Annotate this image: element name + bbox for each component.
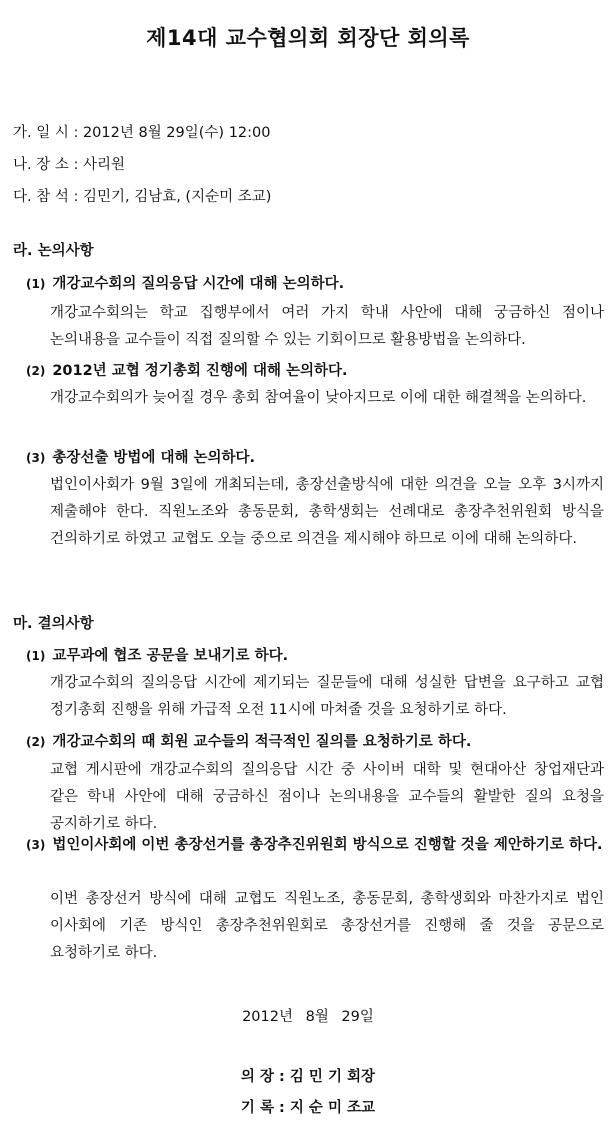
signature-recorder: 기 록 : 지 순 미 조교 [240, 1100, 376, 1116]
resolution-item-2-body: 교협 게시판에 개강교수회의 질의응답 시간 중 사이버 대학 및 현대아산 창업재단과 같은 학내 사안에 대해 궁금하신 점이나 논의내용을 교수들의 활발한 질의 요청을 공지하기로 하다. [50, 762, 604, 832]
resolution-item-1-text: 교무과에 협조 공문을 보내기로 하다. [52, 648, 289, 664]
discussion-item-3-title [26, 446, 255, 467]
resolution-item-3-title [26, 832, 606, 859]
resolution-item-2-text: 개강교수회의 때 회원 교수들의 적극적인 질의를 요청하기로 하다. [52, 734, 472, 750]
meeting-datetime: 가. 일 시 : 2012년 8월 29일(수) 12:00 [13, 125, 271, 141]
signature-chair: 의 장 : 김 민 기 회장 [240, 1069, 376, 1085]
discussion-item-2-body: 개강교수회의가 늦어질 경우 총회 참여율이 낮아지므로 이에 대한 해결책을 논의하다. [50, 390, 587, 406]
meeting-place: 나. 장 소 : 사리원 [13, 157, 125, 173]
discussion-item-1-text: 개강교수회의 질의응답 시간에 대해 논의하다. [52, 276, 345, 292]
resolution-item-1-number: (1) [26, 649, 46, 663]
discussion-item-2-title [26, 359, 348, 380]
resolution-item-3-text: 법인이사회에 이번 총장선거를 총장추진위원회 방식으로 진행할 것을 제안하기로 하다. [52, 837, 603, 853]
discussion-item-3-text: 총장선출 방법에 대해 논의하다. [52, 450, 256, 466]
resolution-item-1-body: 개강교수회의 질의응답 시간에 제기되는 질문들에 대해 성실한 답변을 요구하고 교협 정기총회 진행을 위해 가급적 오전 11시에 마쳐줄 것을 요청하기로 하다. [50, 675, 604, 718]
resolution-item-1-title [26, 644, 288, 665]
discussion-item-1-title [26, 272, 344, 293]
discussion-item-1-body: 개강교수회의는 학교 집행부에서 여러 가지 학내 사안에 대해 궁금하신 점이나 논의내용을 교수들이 직접 질의할 수 있는 기회이므로 활용방법을 논의하다. [50, 305, 604, 348]
resolution-heading: 마. 결의사항 [13, 616, 94, 632]
resolution-item-2-number: (2) [26, 735, 46, 749]
discussion-item-1-number: (1) [26, 277, 46, 291]
discussion-item-3-body: 법인이사회가 9월 3일에 개최되는데, 총장선출방식에 대한 의견을 오늘 오후 3시까지 제출해야 한다. 직원노조와 총동문회, 총학생회는 선례대로 총장추천위원회 방식을 건의하기로 하였고 교협도 오늘 중으로 의견을 제시해야 하므로 이에 대해 논의하다. [50, 477, 604, 547]
discussion-item-2-number: (2) [26, 364, 46, 378]
resolution-item-2-title [26, 730, 471, 751]
discussion-item-3-number: (3) [26, 451, 46, 465]
meeting-attendees: 다. 참 석 : 김민기, 김남효, (지순미 조교) [13, 189, 272, 205]
discussion-heading: 라. 논의사항 [13, 243, 94, 259]
resolution-item-3-number: (3) [26, 838, 46, 852]
document-title: 제14대 교수협의회 회장단 회의록 [146, 26, 470, 50]
document-date: 2012년 8월 29일 [242, 1009, 374, 1025]
resolution-item-3-body: 이번 총장선거 방식에 대해 교협도 직원노조, 총동문회, 총학생회와 마찬가지로 법인 이사회에 기존 방식인 총장추천위원회로 총장선거를 진행해 줄 것을 공문으로 요청하기로 하다. [50, 891, 604, 961]
discussion-item-2-text: 2012년 교협 정기총회 진행에 대해 논의하다. [52, 363, 348, 379]
